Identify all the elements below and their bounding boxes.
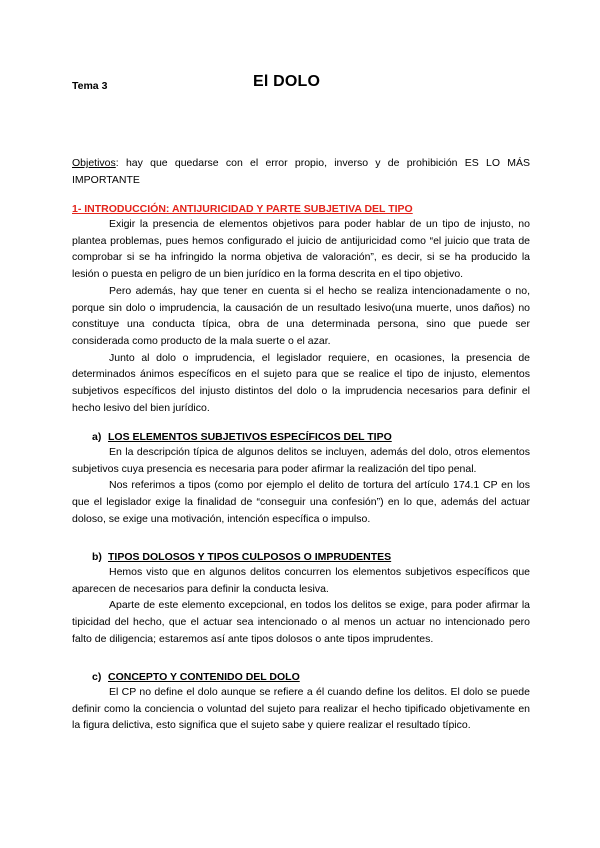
subsection-b-body xyxy=(72,564,530,648)
paragraph: Hemos visto que en algunos delitos concurren los elementos subjetivos específicos que aparecen de necesarios para definir la conducta lesiva. xyxy=(72,566,530,595)
paragraph: Pero además, hay que tener en cuenta si el hecho se realiza intencionadamente o no, porque sin dolo o imprudencia, la causación de un resultado lesivo(una muerte, unos daños) no constituye una conducta típica, obra de una determinada persona, sino que puede ser considerada como producto de la mala suerte o el azar. xyxy=(72,284,530,347)
paragraph: Junto al dolo o imprudencia, el legislador requiere, en ocasiones, la presencia de determinados ánimos específicos en el sujeto para que se realice el tipo de injusto, elementos subjetivos específicos del injusto distintos del dolo o la imprudencia necesarios para definir el hecho lesivo del bien jurídico. xyxy=(72,351,530,414)
paragraph: Aparte de este elemento excepcional, en todos los delitos se exige, para poder afirmar la tipicidad del hecho, que el actuar sea intencionado o al menos un actuar no intencionado pero falto de diligencia; estaremos así ante tipos dolosos o ante tipos imprudentes. xyxy=(72,599,530,645)
objectives-label: Objetivos xyxy=(72,157,116,169)
subsection-b-heading xyxy=(92,551,391,563)
subsection-label: a) xyxy=(92,431,102,443)
subsection-label: b) xyxy=(92,551,102,563)
subsection-title: LOS ELEMENTOS SUBJETIVOS ESPECÍFICOS DEL TIPO xyxy=(108,431,392,443)
section-1-body xyxy=(72,216,530,416)
page-title: El DOLO xyxy=(253,73,321,90)
objectives-text: : hay que quedarse con el error propio, inverso y de prohibición ES LO MÁS IMPORTANTE xyxy=(72,157,530,186)
paragraph: En la descripción típica de algunos delitos se incluyen, además del dolo, otros elementos subjetivos cuya presencia es necesaria para poder afirmar la realización del tipo penal. xyxy=(72,446,530,475)
subsection-c-heading xyxy=(92,671,300,683)
subsection-label: c) xyxy=(92,671,102,683)
paragraph: El CP no define el dolo aunque se refiere a él cuando define los delitos. El dolo se puede definir como la conciencia o voluntad del sujeto para realizar el hecho tipificado objetivamente en la figura delictiva, esto significa que el sujeto sabe y quiere realizar el resultado típico. xyxy=(72,686,530,732)
subsection-title: TIPOS DOLOSOS Y TIPOS CULPOSOS O IMPRUDENTES xyxy=(108,551,392,563)
topic-number: Tema 3 xyxy=(72,80,108,92)
subsection-c-body xyxy=(72,684,530,734)
subsection-title: CONCEPTO Y CONTENIDO DEL DOLO xyxy=(108,671,300,683)
paragraph: Exigir la presencia de elementos objetivos para poder hablar de un tipo de injusto, no plantea problemas, pues hemos configurado el juicio de antijuricidad como “el juicio que trata de comprobar si se ha infringido la norma objetiva de valoración”, es decir, si se ha producido la lesión o puesta en peligro de un bien jurídico en la forma descrita en el tipo objetivo. xyxy=(72,218,530,281)
subsection-a-heading xyxy=(92,431,392,443)
objectives xyxy=(72,155,530,189)
subsection-a-body xyxy=(72,444,530,528)
section-1-heading: 1- INTRODUCCIÓN: ANTIJURICIDAD Y PARTE SUBJETIVA DEL TIPO xyxy=(72,203,413,215)
paragraph: Nos referimos a tipos (como por ejemplo el delito de tortura del artículo 174.1 CP en los que el legislador exige la finalidad de “conseguir una confesión”) en lo que, además del actuar doloso, se exige una motivación, intención específica o impulso. xyxy=(72,479,530,525)
